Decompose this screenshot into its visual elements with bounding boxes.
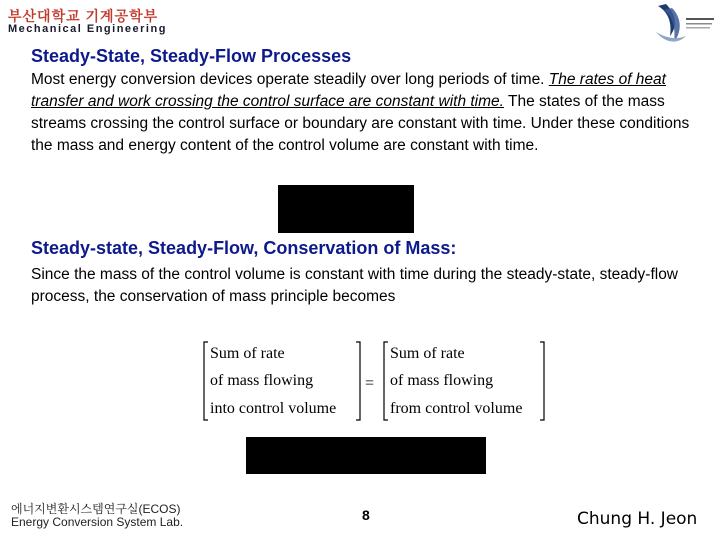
page-number: 8 <box>362 507 370 523</box>
lab-name-english: Energy Conversion System Lab. <box>11 515 184 529</box>
section-title-steady-flow: Steady-State, Steady-Flow Processes <box>31 46 352 66</box>
mass-conservation-equation <box>202 338 546 424</box>
steady-flow-paragraph <box>31 69 701 157</box>
department-name-english: Mechanical Engineering <box>8 23 167 35</box>
redacted-formula-block <box>278 185 414 233</box>
university-name-korean: 부산대학교 기계공학부 <box>8 8 159 24</box>
equation-right-line-1: Sum of rate <box>390 345 465 362</box>
author-name: Chung H. Jeon <box>577 509 698 529</box>
equation-left-line-1: Sum of rate <box>210 345 285 362</box>
redacted-equation-block <box>246 437 486 474</box>
lab-name-korean: 에너지변환시스템연구실(ECOS) <box>11 502 181 516</box>
equation-right-line-2: of mass flowing <box>390 372 494 389</box>
university-seal-icon <box>652 2 716 48</box>
equation-right-line-3: from control volume <box>390 400 523 417</box>
section-title-conservation-of-mass: Steady-state, Steady-Flow, Conservation of Mass: <box>31 238 457 258</box>
equation-left-line-3: into control volume <box>210 400 337 417</box>
equals-sign: = <box>365 375 375 392</box>
equation-left-line-2: of mass flowing <box>210 372 314 389</box>
paragraph-text: Most energy conversion devices operate steadily over long periods of time. <box>31 71 549 88</box>
paragraph-text-continued: The states of the mass streams crossing the control surface or boundary are constant with time. Under these conditions the mass and energy content of the control volume are constant with time. <box>31 93 690 154</box>
conservation-paragraph: Since the mass of the control volume is constant with time during the steady-state, steady-flow process, the conservation of mass principle becomes <box>31 266 679 305</box>
underlined-statement: The rates of heat transfer and work crossing the control surface are constant with time. <box>31 71 666 110</box>
